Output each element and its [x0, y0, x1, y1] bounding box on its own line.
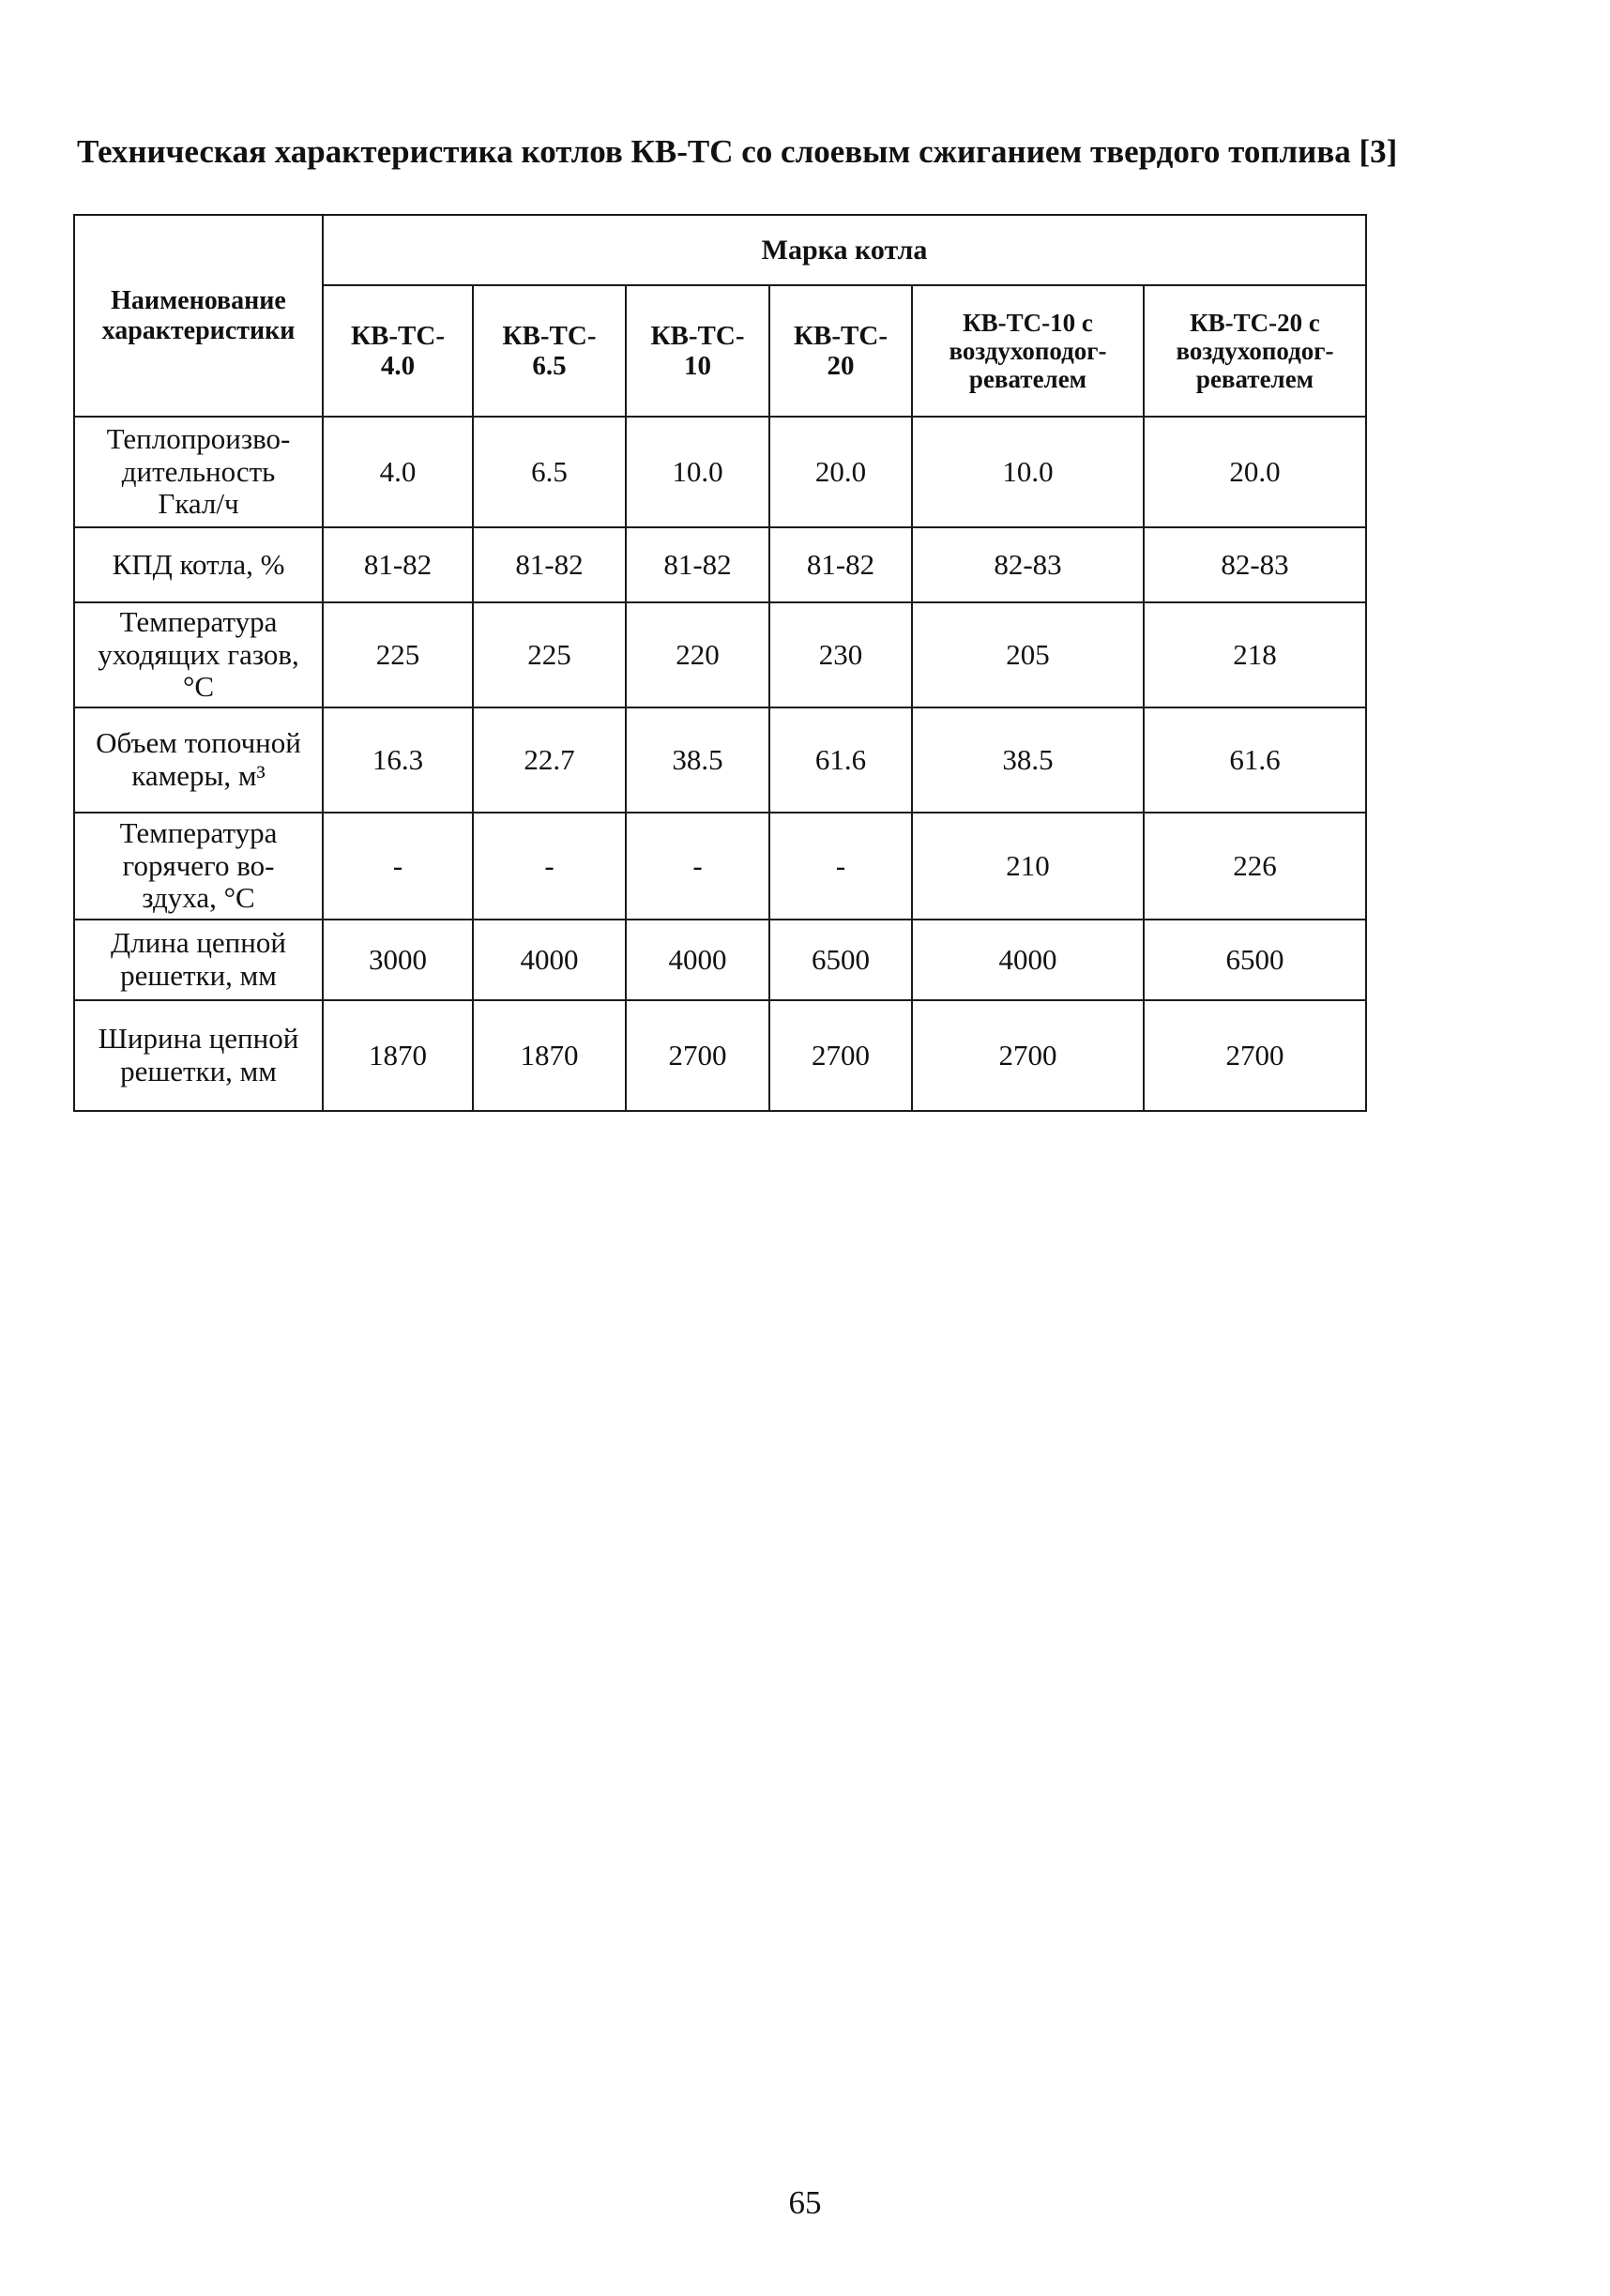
column-header-kvts-20-air-heater [1144, 285, 1366, 417]
table-cell: 230 [769, 602, 912, 707]
header-boiler-brand-group: Марка котла [323, 215, 1366, 285]
header-name-line: Наименование [111, 286, 286, 316]
page-title: Техническая характеристика котлов КВ-ТС со слоевым сжиганием твердого топлива [3] [77, 133, 1398, 170]
row-label [74, 602, 323, 707]
row-label-line: Ширина цепной [98, 1022, 299, 1056]
column-header-line: воздухоподог- [949, 336, 1107, 365]
column-header-line: КВ-ТС- [351, 320, 445, 351]
table-row [74, 1000, 1366, 1111]
table-cell: 20.0 [769, 417, 912, 527]
table-cell: - [626, 813, 769, 920]
column-header-kvts-20 [769, 285, 912, 417]
table-cell: 10.0 [912, 417, 1144, 527]
row-label-line: здуха, °С [142, 881, 255, 915]
row-label-line: горячего во- [122, 848, 275, 882]
table-cell: 226 [1144, 813, 1366, 920]
table-row [74, 417, 1366, 527]
table-cell: 220 [626, 602, 769, 707]
header-characteristic-name [74, 215, 323, 417]
column-header-line: 20 [827, 351, 855, 381]
column-header-kvts-10-air-heater [912, 285, 1144, 417]
table-cell: 2700 [1144, 1000, 1366, 1111]
row-label-line: Температура [119, 604, 278, 638]
table-cell: 4000 [473, 920, 626, 1000]
table-cell: 61.6 [769, 707, 912, 813]
table-cell: 6500 [769, 920, 912, 1000]
table-row [74, 813, 1366, 920]
column-header-line: 4.0 [380, 351, 416, 381]
table-cell: - [769, 813, 912, 920]
row-label-line: Гкал/ч [158, 487, 239, 521]
table-cell: 81-82 [769, 527, 912, 602]
row-label-line: уходящих газов, [98, 637, 299, 671]
row-label-line: дительность [121, 454, 276, 488]
row-label [74, 417, 323, 527]
table-cell: 4000 [626, 920, 769, 1000]
boiler-spec-table [73, 214, 1367, 1112]
table-cell: 81-82 [473, 527, 626, 602]
column-header-line: 6.5 [532, 351, 567, 381]
row-label [74, 527, 323, 602]
table-cell: 205 [912, 602, 1144, 707]
table-cell: 81-82 [323, 527, 473, 602]
column-header-line: КВ-ТС- [794, 320, 888, 351]
column-header-kvts-6-5 [473, 285, 626, 417]
table-cell: - [323, 813, 473, 920]
table-cell: 225 [473, 602, 626, 707]
table-row [74, 527, 1366, 602]
table-cell: 2700 [912, 1000, 1144, 1111]
row-label-line: КПД котла, % [112, 547, 285, 581]
table-cell: 2700 [626, 1000, 769, 1111]
table-cell: 81-82 [626, 527, 769, 602]
table-cell: 82-83 [912, 527, 1144, 602]
column-header-line: воздухоподог- [1176, 336, 1334, 365]
column-header-line: КВ-ТС- [502, 320, 597, 351]
column-header-line: КВ-ТС-20 с [1190, 308, 1320, 337]
column-header-line: ревателем [1195, 365, 1314, 394]
row-label-line: Теплопроизво- [106, 421, 291, 455]
row-label-line: камеры, м³ [131, 759, 266, 792]
table-cell: 3000 [323, 920, 473, 1000]
table-cell: 210 [912, 813, 1144, 920]
table-row [74, 707, 1366, 813]
table-cell: 4.0 [323, 417, 473, 527]
table-row [74, 920, 1366, 1000]
table-cell: 2700 [769, 1000, 912, 1111]
table-cell: 4000 [912, 920, 1144, 1000]
column-header-line: КВ-ТС-10 с [963, 308, 1093, 337]
row-label-line: °С [182, 670, 215, 704]
table-cell: 6.5 [473, 417, 626, 527]
table-cell: 38.5 [626, 707, 769, 813]
table-cell: 20.0 [1144, 417, 1366, 527]
column-header-line: 10 [684, 351, 711, 381]
row-label-line: Длина цепной [111, 926, 286, 960]
row-label-line: Объем топочной [96, 726, 301, 760]
table-cell: 16.3 [323, 707, 473, 813]
table-cell: 82-83 [1144, 527, 1366, 602]
table-cell: 1870 [323, 1000, 473, 1111]
column-header-line: ревателем [968, 365, 1087, 394]
table-cell: - [473, 813, 626, 920]
row-label-line: решетки, мм [120, 1055, 277, 1087]
row-label [74, 920, 323, 1000]
table-cell: 225 [323, 602, 473, 707]
row-label [74, 707, 323, 813]
table-cell: 10.0 [626, 417, 769, 527]
column-header-line: КВ-ТС- [650, 320, 745, 351]
table-cell: 1870 [473, 1000, 626, 1111]
table-cell: 6500 [1144, 920, 1366, 1000]
table-cell: 61.6 [1144, 707, 1366, 813]
column-header-kvts-10 [626, 285, 769, 417]
column-header-kvts-4 [323, 285, 473, 417]
table-cell: 22.7 [473, 707, 626, 813]
row-label-line: решетки, мм [120, 959, 277, 992]
table-row [74, 602, 1366, 707]
header-name-line: характеристики [101, 315, 296, 345]
row-label [74, 813, 323, 920]
table-cell: 218 [1144, 602, 1366, 707]
table-cell: 38.5 [912, 707, 1144, 813]
row-label-line: Температура [119, 815, 278, 849]
row-label [74, 1000, 323, 1111]
page-number: 65 [788, 2184, 822, 2221]
